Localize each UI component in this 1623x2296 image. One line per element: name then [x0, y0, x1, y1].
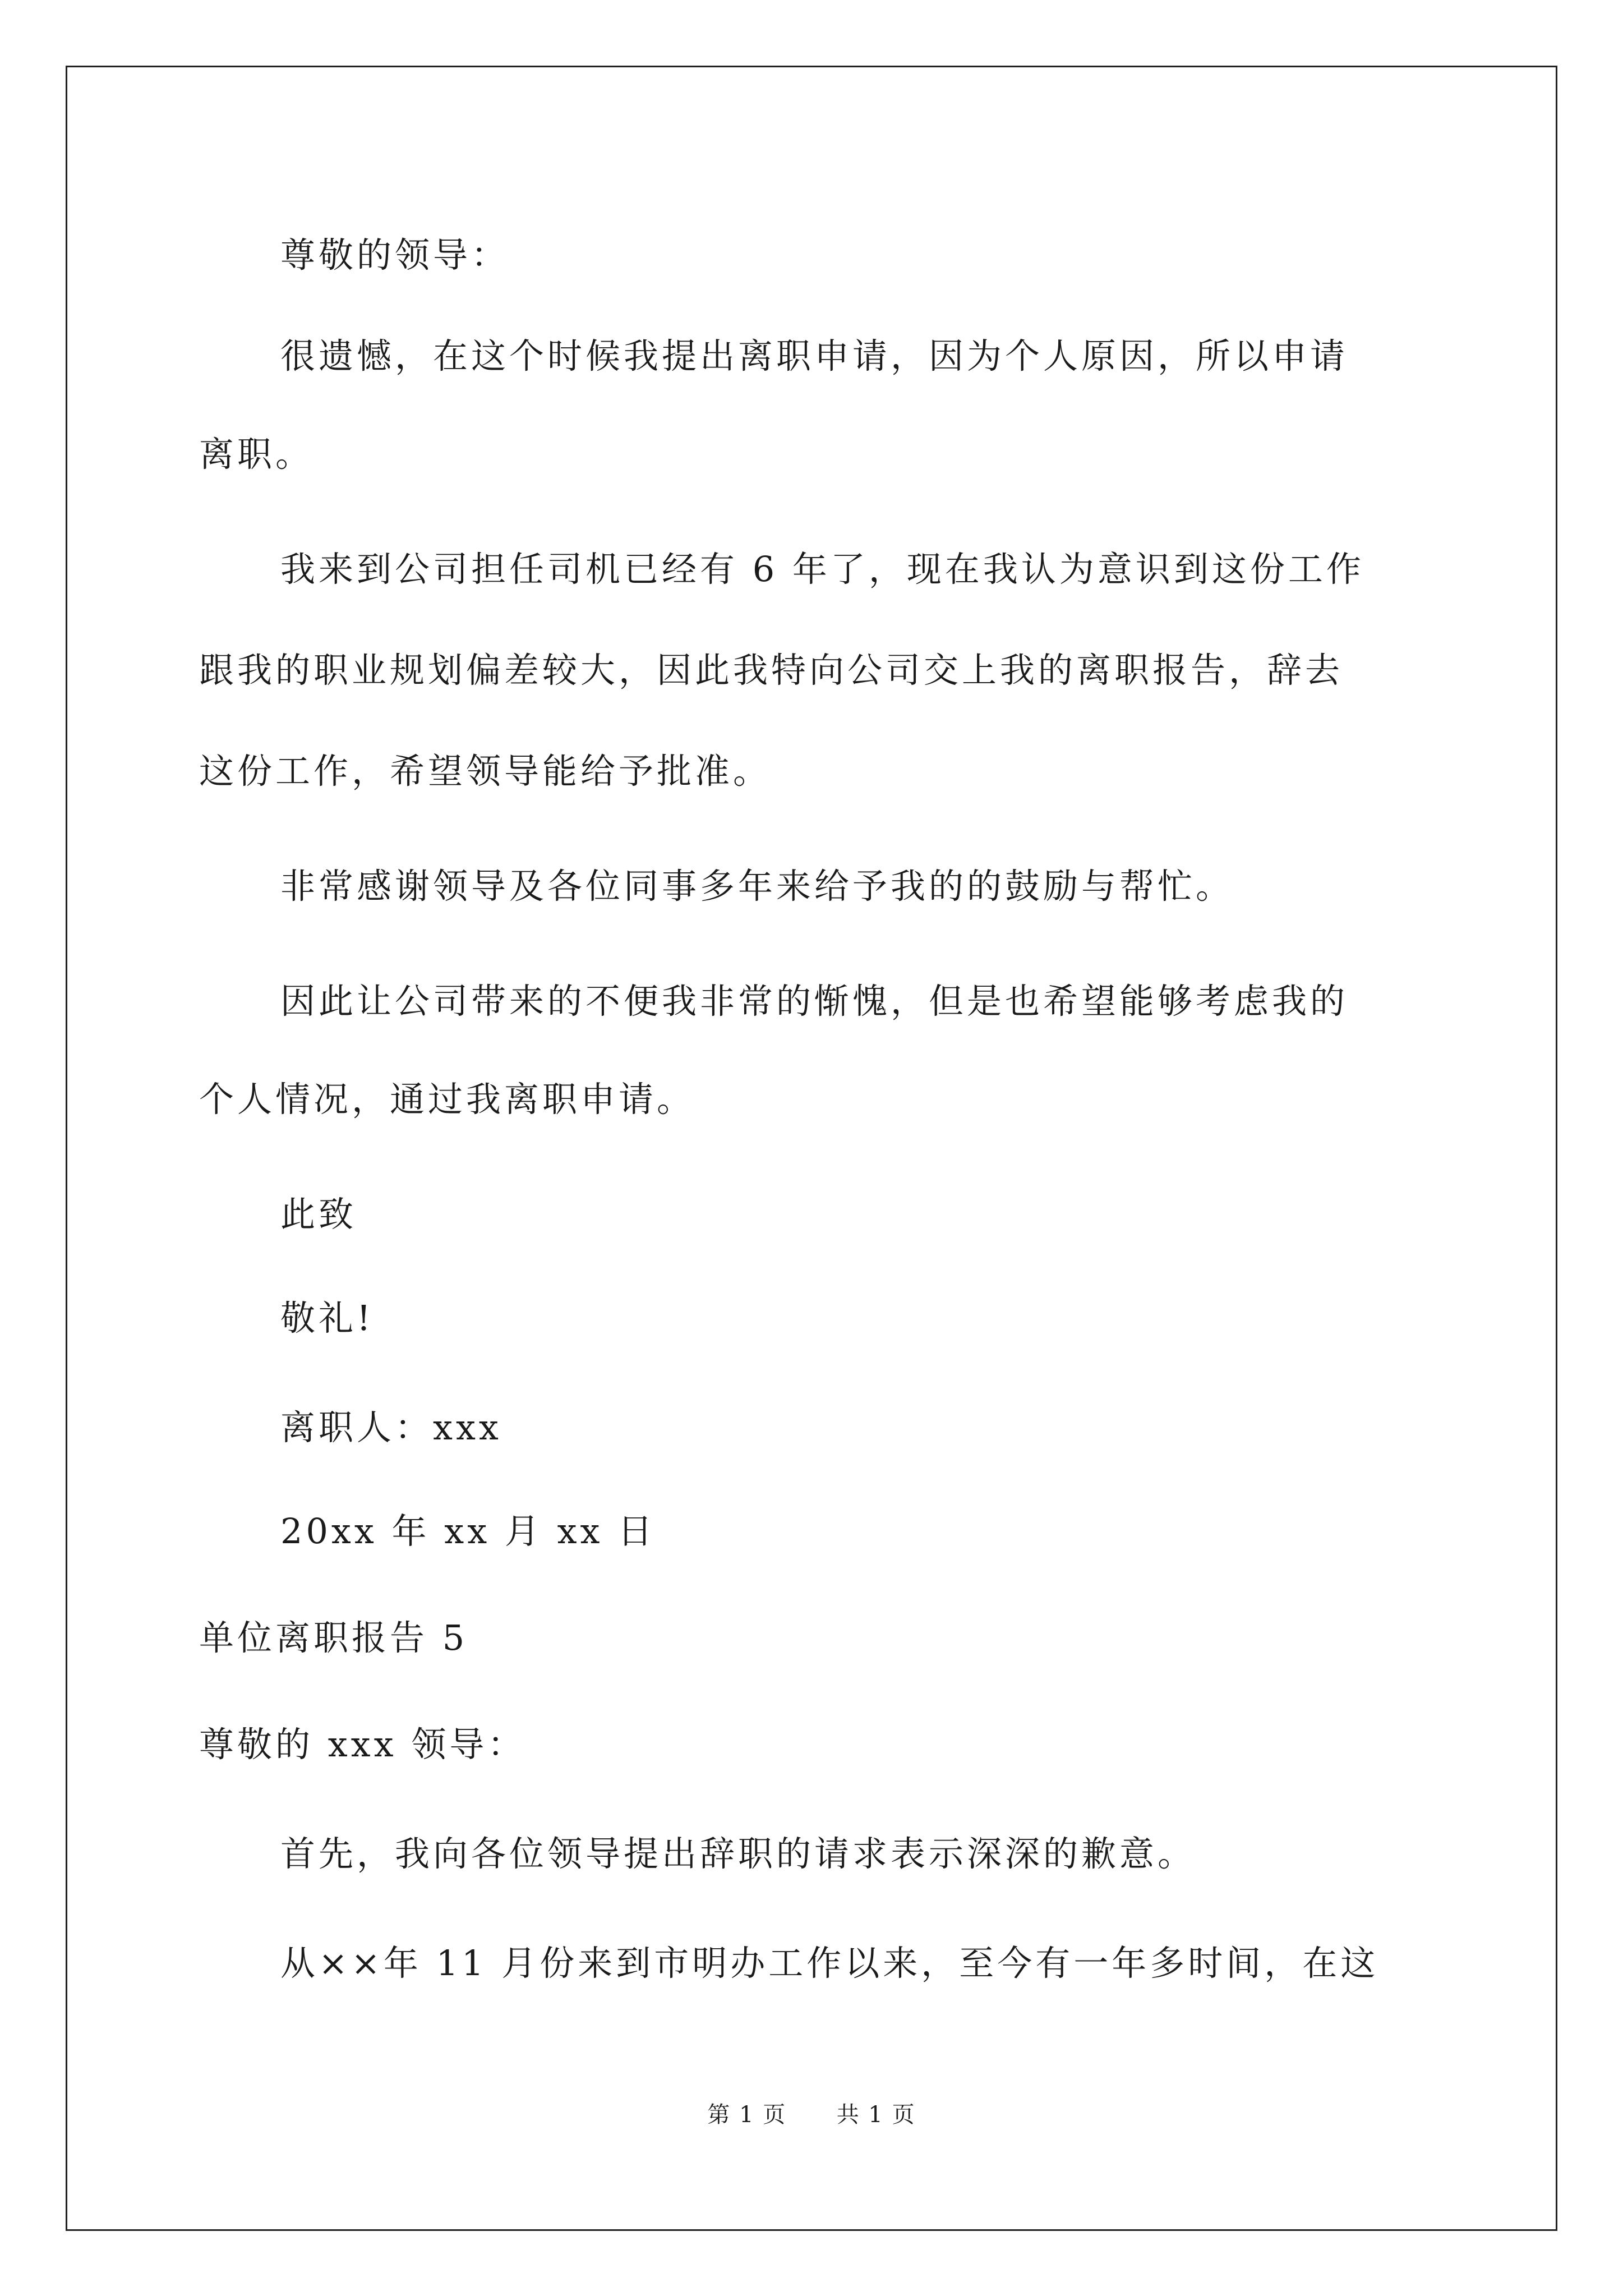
paragraph-line: 这份工作，希望领导能给予批准。 — [199, 751, 772, 792]
page-border — [66, 66, 1557, 2231]
date-line: 20xx 年 xx 月 xx 日 — [280, 1511, 656, 1552]
paragraph-line: 非常感谢领导及各位同事多年来给予我的的鼓励与帮忙。 — [280, 866, 1234, 907]
paragraph-line: 首先，我向各位领导提出辞职的请求表示深深的歉意。 — [280, 1833, 1196, 1874]
page-footer — [0, 2101, 1623, 2129]
closing-line: 此致 — [280, 1194, 357, 1235]
paragraph-line: 我来到公司担任司机已经有 6 年了，现在我认为意识到这份工作 — [280, 549, 1364, 590]
signature-line: 离职人：xxx — [280, 1407, 502, 1448]
paragraph-line: 离职。 — [199, 434, 314, 475]
paragraph-line: 因此让公司带来的不便我非常的惭愧，但是也希望能够考虑我的 — [280, 981, 1349, 1022]
salutation-line: 尊敬的 xxx 领导： — [199, 1724, 526, 1765]
page-number: 第 1 页 — [707, 2102, 787, 2128]
section-title: 单位离职报告 5 — [199, 1617, 468, 1658]
paragraph-line: 个人情况，通过我离职申请。 — [199, 1079, 695, 1120]
paragraph-line: 从××年 11 月份来到市明办工作以来，至今有一年多时间，在这 — [280, 1943, 1379, 1984]
closing-line: 敬礼! — [280, 1297, 374, 1338]
paragraph-line: 很遗憾，在这个时候我提出离职申请，因为个人原因，所以申请 — [280, 335, 1349, 376]
paragraph-line: 跟我的职业规划偏差较大，因此我特向公司交上我的离职报告，辞去 — [199, 650, 1344, 691]
salutation-line: 尊敬的领导： — [280, 234, 510, 275]
page-total: 共 1 页 — [836, 2102, 916, 2128]
